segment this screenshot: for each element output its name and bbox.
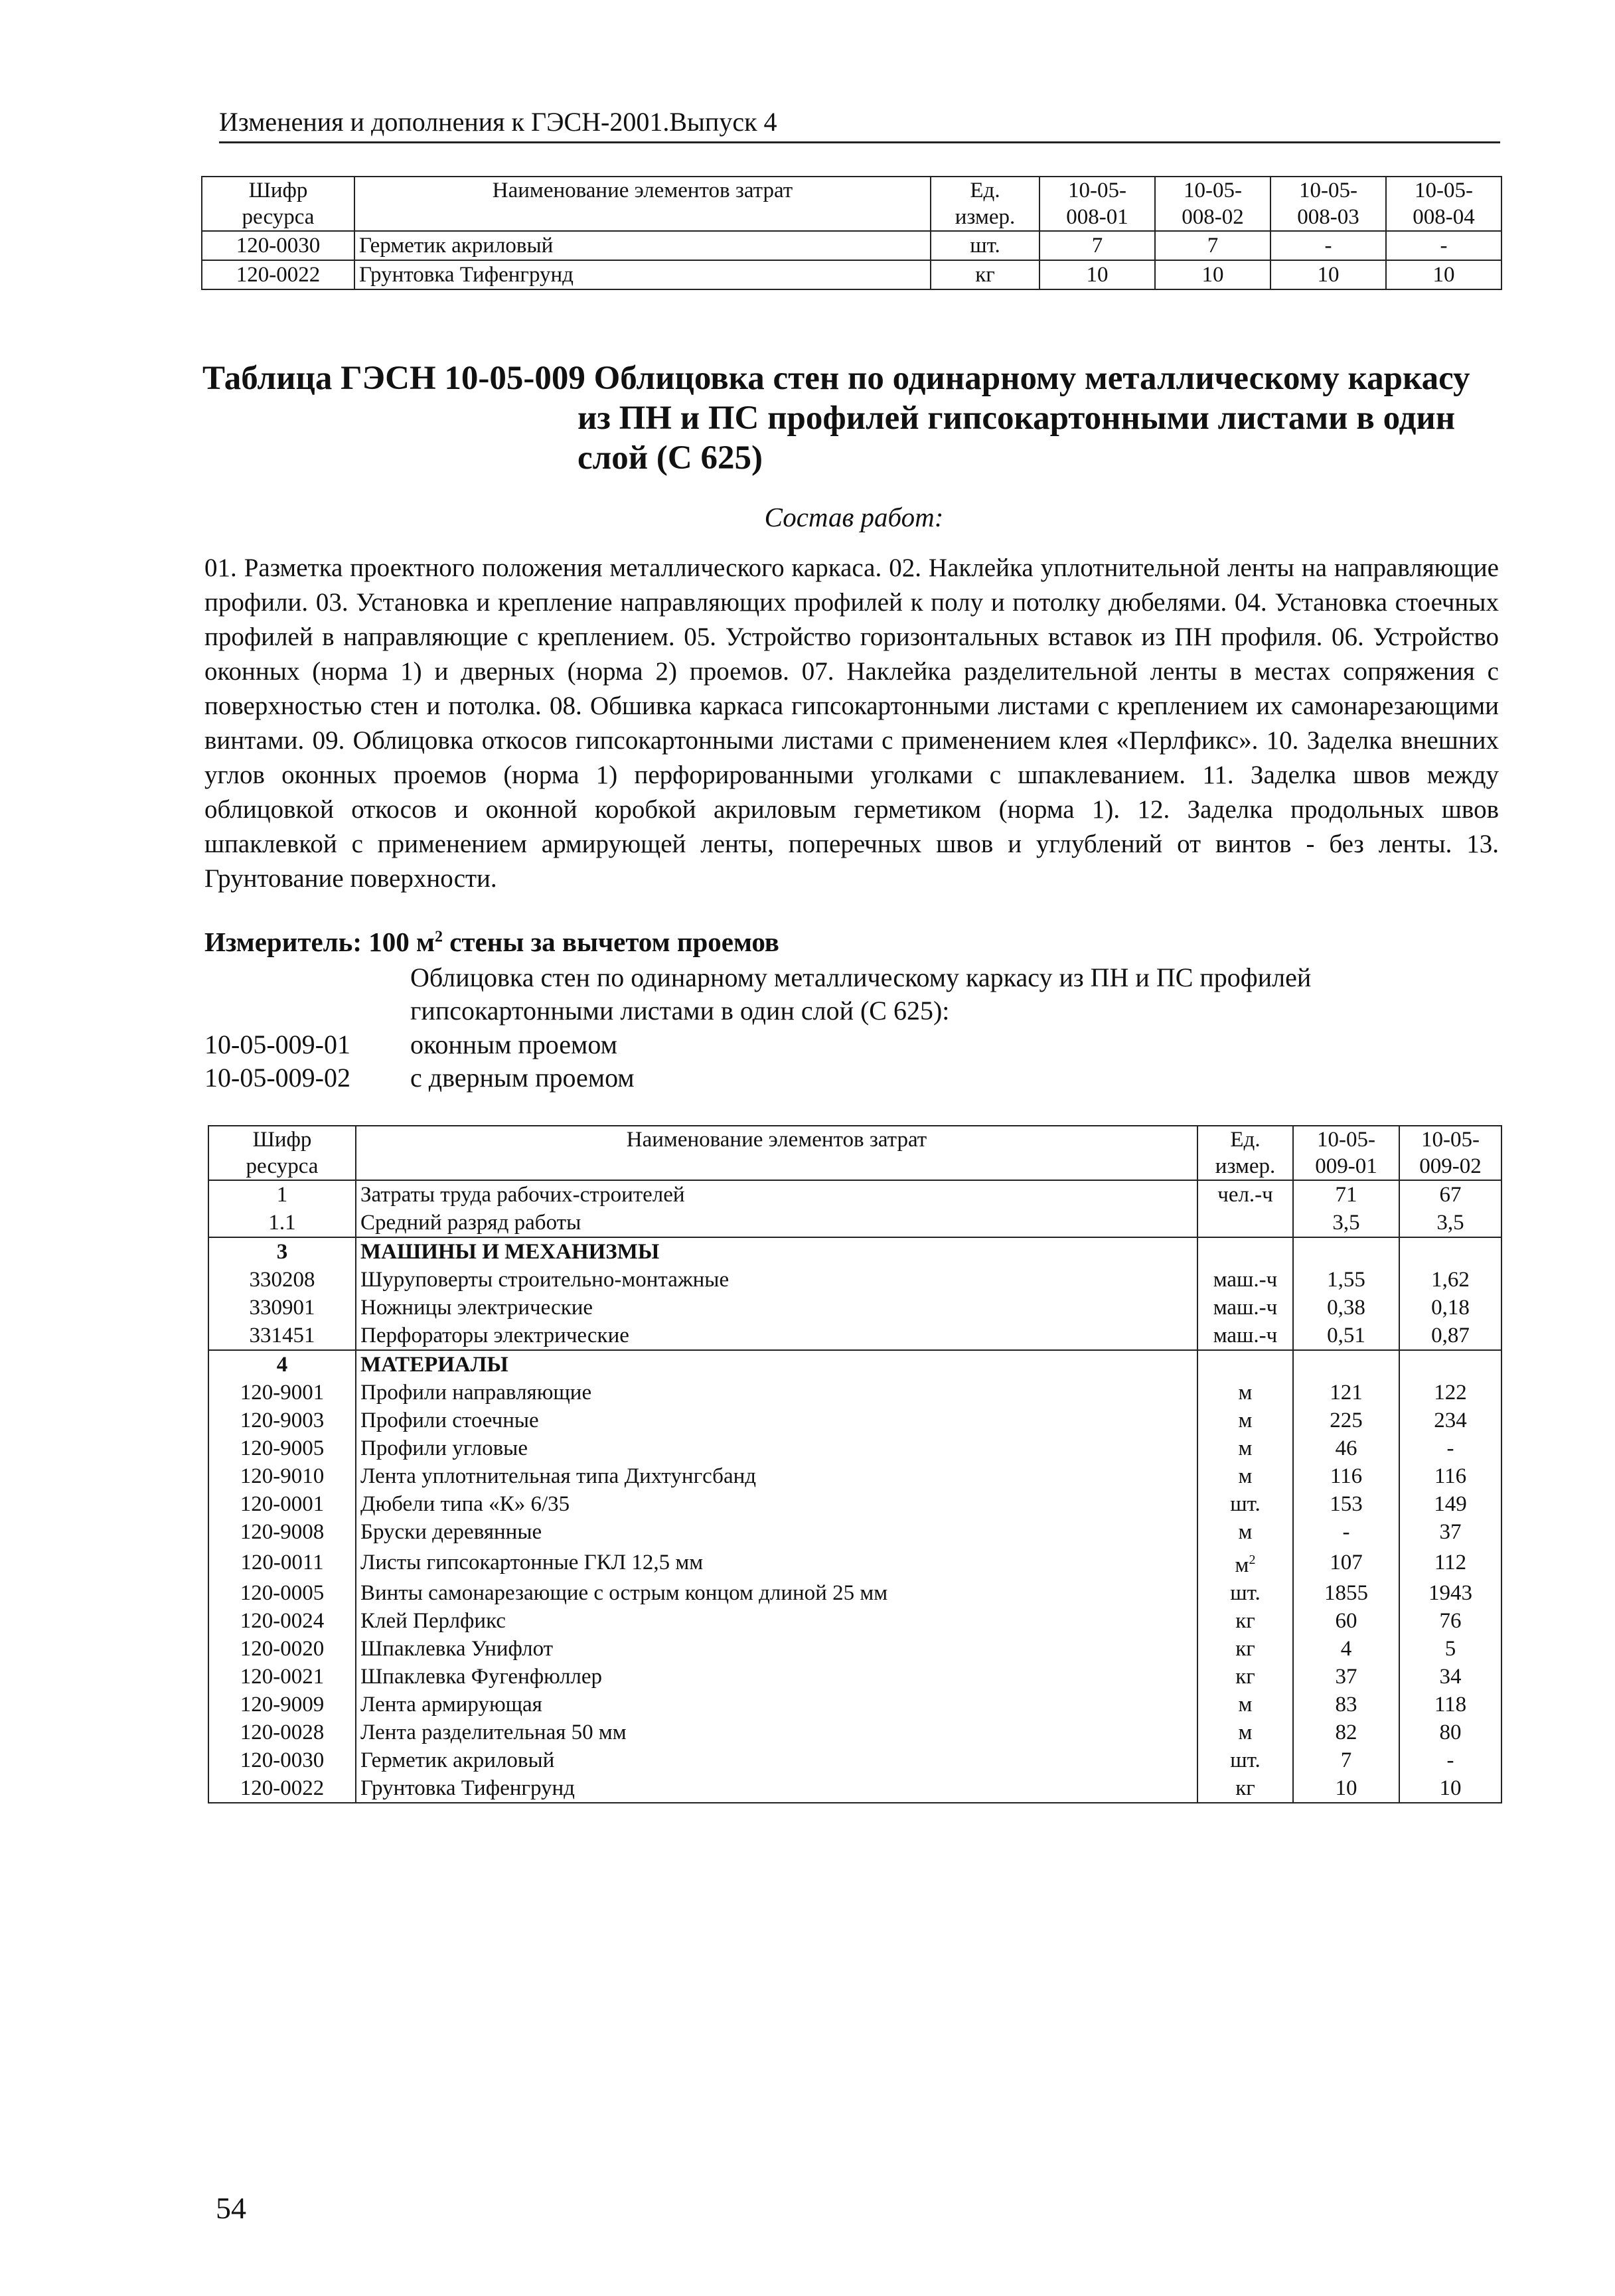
row-value-1: 82 [1293, 1719, 1399, 1746]
row-unit [1197, 1209, 1293, 1237]
row-code: 120-0028 [208, 1719, 356, 1746]
row-value-2: 116 [1399, 1462, 1501, 1490]
row-unit: м [1197, 1407, 1293, 1434]
norm-variant-1: 10-05-009-01 оконным проемом [204, 1030, 617, 1059]
table-row [208, 1691, 1501, 1719]
row-unit: м [1197, 1719, 1293, 1746]
row-code: 120-0030 [208, 1746, 356, 1774]
row-name: МАТЕРИАЛЫ [356, 1350, 1197, 1379]
row-value-1: 10 [1293, 1774, 1399, 1803]
row-name: Шуруповерты строительно-монтажные [356, 1266, 1197, 1294]
row-value-1: - [1293, 1518, 1399, 1546]
table-row [208, 1746, 1501, 1774]
row-value-2: 0,18 [1399, 1294, 1501, 1322]
row-value-2: 0,87 [1399, 1322, 1501, 1350]
row-unit [1197, 1237, 1293, 1266]
table-row [208, 1266, 1501, 1294]
row-unit [1197, 1350, 1293, 1379]
row-name: Профили стоечные [356, 1407, 1197, 1434]
norm-variant-2: 10-05-009-02 с дверным проемом [204, 1063, 635, 1093]
header-col-4: 10-05- 008-04 [1386, 177, 1501, 231]
table-row [208, 1663, 1501, 1691]
row-code: 120-0001 [208, 1490, 356, 1518]
row-code: 120-9010 [208, 1462, 356, 1490]
row-value-2: 118 [1399, 1691, 1501, 1719]
header-col-1: 10-05- 008-01 [1039, 177, 1155, 231]
row-unit: шт. [1197, 1490, 1293, 1518]
row-value-2: 1,62 [1399, 1266, 1501, 1294]
table-row [208, 1209, 1501, 1237]
row-name: Винты самонарезающие с острым концом длиной 25 мм [356, 1579, 1197, 1607]
table-row [208, 1518, 1501, 1546]
row-unit: шт. [1197, 1746, 1293, 1774]
row-name: Дюбели типа «К» 6/35 [356, 1490, 1197, 1518]
row-value-2: 10 [1399, 1774, 1501, 1803]
row-code: 331451 [208, 1322, 356, 1350]
top-resource-table [201, 176, 1502, 290]
row-unit: м [1197, 1462, 1293, 1490]
title-line-1: Таблица ГЭСН 10-05-009 Облицовка стен по одинарному металлическому каркасу [202, 360, 1470, 397]
main-resource-table [208, 1125, 1502, 1803]
row-name: Лента армирующая [356, 1691, 1197, 1719]
header-code: Шифр ресурса [208, 1126, 356, 1180]
title-line-3: слой (С 625) [577, 439, 763, 477]
table-row: 120-0022 Грунтовка Тифенгрунд кг 10 10 10 10 [202, 260, 1501, 289]
table-row [208, 1294, 1501, 1322]
table-row [208, 1237, 1501, 1266]
row-value-1: 121 [1293, 1379, 1399, 1407]
row-value-1 [1293, 1350, 1399, 1379]
row-value-1: 153 [1293, 1490, 1399, 1518]
title-line-2: из ПН и ПС профилей гипсокартонными листами в один [577, 400, 1456, 437]
row-code: 1.1 [208, 1209, 356, 1237]
row-value-2: 76 [1399, 1607, 1501, 1635]
work-composition-heading: Состав работ: [764, 502, 944, 532]
row-name: Перфораторы электрические [356, 1322, 1197, 1350]
row-code: 120-9005 [208, 1434, 356, 1462]
row-unit: $м^2$ [1197, 1546, 1293, 1579]
row-code: 4 [208, 1350, 356, 1379]
row-name: Шпаклевка Фугенфюллер [356, 1663, 1197, 1691]
table-row [208, 1407, 1501, 1434]
row-name: МАШИНЫ И МЕХАНИЗМЫ [356, 1237, 1197, 1266]
row-unit: кг [1197, 1635, 1293, 1663]
row-value-2: 67 [1399, 1180, 1501, 1209]
table-header-row [208, 1126, 1501, 1180]
table-row [208, 1719, 1501, 1746]
table-row [208, 1462, 1501, 1490]
header-col-3: 10-05- 008-03 [1270, 177, 1386, 231]
row-name: Герметик акриловый [356, 1746, 1197, 1774]
header-name: Наименование элементов затрат [354, 177, 931, 231]
row-code: 120-0020 [208, 1635, 356, 1663]
table-row [208, 1379, 1501, 1407]
table-row [208, 1579, 1501, 1607]
row-value-2 [1399, 1237, 1501, 1266]
row-value-2: 37 [1399, 1518, 1501, 1546]
row-unit: маш.-ч [1197, 1294, 1293, 1322]
row-name: Бруски деревянные [356, 1518, 1197, 1546]
table-header-row [202, 177, 1501, 231]
row-unit: шт. [1197, 1579, 1293, 1607]
row-value-1: 71 [1293, 1180, 1399, 1209]
row-code: 120-0011 [208, 1546, 356, 1579]
row-name: Средний разряд работы [356, 1209, 1197, 1237]
page-number: 54 [216, 2191, 246, 2225]
row-code: 3 [208, 1237, 356, 1266]
table-row [208, 1635, 1501, 1663]
row-value-2: 234 [1399, 1407, 1501, 1434]
header-code: Шифр ресурса [202, 177, 354, 231]
row-name: Профили угловые [356, 1434, 1197, 1462]
table-row [208, 1607, 1501, 1635]
table-title [202, 358, 1503, 478]
row-value-2: 122 [1399, 1379, 1501, 1407]
row-value-2: 34 [1399, 1663, 1501, 1691]
row-value-1: 7 [1293, 1746, 1399, 1774]
measure-unit: Измеритель: 100 $м^2$ стены за вычетом проемов [204, 927, 779, 957]
table-row: 120-0030 Герметик акриловый шт. 7 7 - - [202, 231, 1501, 260]
row-name: Профили направляющие [356, 1379, 1197, 1407]
row-unit: чел.-ч [1197, 1180, 1293, 1209]
row-value-1: 0,51 [1293, 1322, 1399, 1350]
row-value-1: 0,38 [1293, 1294, 1399, 1322]
row-name: Шпаклевка Унифлот [356, 1635, 1197, 1663]
row-value-1: 60 [1293, 1607, 1399, 1635]
norm-description: Облицовка стен по одинарному металлическому каркасу из ПН и ПС профилей гипсокартонными листами в один слой (С 625): [410, 962, 1312, 1026]
row-code: 120-0021 [208, 1663, 356, 1691]
row-value-1: 46 [1293, 1434, 1399, 1462]
row-name: Грунтовка Тифенгрунд [356, 1774, 1197, 1803]
row-value-1: 37 [1293, 1663, 1399, 1691]
table-row [208, 1774, 1501, 1803]
page-header: Изменения и дополнения к ГЭСН-2001.Выпуск 4 [219, 106, 1500, 143]
row-unit: кг [1197, 1607, 1293, 1635]
row-value-2: 112 [1399, 1546, 1501, 1579]
row-value-1: 3,5 [1293, 1209, 1399, 1237]
header-col-1: 10-05- 009-01 [1293, 1126, 1399, 1180]
row-code: 120-0005 [208, 1579, 356, 1607]
row-unit: кг [1197, 1774, 1293, 1803]
row-code: 120-9009 [208, 1691, 356, 1719]
row-value-1: 4 [1293, 1635, 1399, 1663]
row-value-1 [1293, 1237, 1399, 1266]
row-value-2: 5 [1399, 1635, 1501, 1663]
row-code: 330901 [208, 1294, 356, 1322]
header-unit: Ед. измер. [931, 177, 1039, 231]
row-value-1: 107 [1293, 1546, 1399, 1579]
row-name: Лента разделительная 50 мм [356, 1719, 1197, 1746]
row-code: 330208 [208, 1266, 356, 1294]
header-unit: Ед. измер. [1197, 1126, 1293, 1180]
row-value-1: 1855 [1293, 1579, 1399, 1607]
table-row [208, 1434, 1501, 1462]
row-value-2: 80 [1399, 1719, 1501, 1746]
table-row [208, 1490, 1501, 1518]
header-col-2: 10-05- 008-02 [1155, 177, 1270, 231]
row-name: Листы гипсокартонные ГКЛ 12,5 мм [356, 1546, 1197, 1579]
row-name: Лента уплотнительная типа Дихтунгсбанд [356, 1462, 1197, 1490]
row-value-1: 1,55 [1293, 1266, 1399, 1294]
row-code: 120-0024 [208, 1607, 356, 1635]
row-name: Затраты труда рабочих-строителей [356, 1180, 1197, 1209]
table-row [208, 1350, 1501, 1379]
row-unit: кг [1197, 1663, 1293, 1691]
row-code: 120-9008 [208, 1518, 356, 1546]
table-row [208, 1180, 1501, 1209]
row-unit: м [1197, 1691, 1293, 1719]
row-value-2: 1943 [1399, 1579, 1501, 1607]
table-row [208, 1546, 1501, 1579]
row-value-1: 83 [1293, 1691, 1399, 1719]
row-value-1: 116 [1293, 1462, 1399, 1490]
row-unit: м [1197, 1379, 1293, 1407]
table-row [208, 1322, 1501, 1350]
row-code: 120-0022 [208, 1774, 356, 1803]
row-unit: м [1197, 1434, 1293, 1462]
row-code: 120-9003 [208, 1407, 356, 1434]
row-value-1: 225 [1293, 1407, 1399, 1434]
row-value-2: - [1399, 1434, 1501, 1462]
header-col-2: 10-05- 009-02 [1399, 1126, 1501, 1180]
row-unit: маш.-ч [1197, 1322, 1293, 1350]
header-name: Наименование элементов затрат [356, 1126, 1197, 1180]
row-name: Клей Перлфикс [356, 1607, 1197, 1635]
row-value-2: - [1399, 1746, 1501, 1774]
row-name: Ножницы электрические [356, 1294, 1197, 1322]
work-composition-text: 01. Разметка проектного положения металлического каркаса. 02. Наклейка уплотнительной ленты на направляющие профили. 03. Установка и крепление направляющих профилей к полу и потолку дюбелями. 04. Установка стоечных профилей в направляющие с креплением. 05. Устройство горизонтальных вставок из ПН профиля. 06. Устройство оконных (норма 1) и дверных (норма 2) проемов. 07. Наклейка разделительной ленты в местах сопряжения с поверхностью стен и потолка. 08. Обшивка каркаса гипсокартонными листами с креплением их самонарезающими винтами. 09. Облицовка откосов гипсокартонными листами с применением клея «Перлфикс». 10. Заделка внешних углов оконных проемов (норма 1) перфорированными уголками с шпаклеванием. 11. Заделка швов между облицовкой откосов и оконной коробкой акриловым герметиком (норма 1). 12. Заделка продольных швов шпаклевкой с применением армирующей ленты, поперечных швов и углублений от винтов - без ленты. 13. Грунтование поверхности. [204, 554, 1499, 893]
row-code: 120-9001 [208, 1379, 356, 1407]
row-value-2: 3,5 [1399, 1209, 1501, 1237]
row-value-2 [1399, 1350, 1501, 1379]
row-code: 1 [208, 1180, 356, 1209]
row-unit: м [1197, 1518, 1293, 1546]
row-value-2: 149 [1399, 1490, 1501, 1518]
row-unit: маш.-ч [1197, 1266, 1293, 1294]
